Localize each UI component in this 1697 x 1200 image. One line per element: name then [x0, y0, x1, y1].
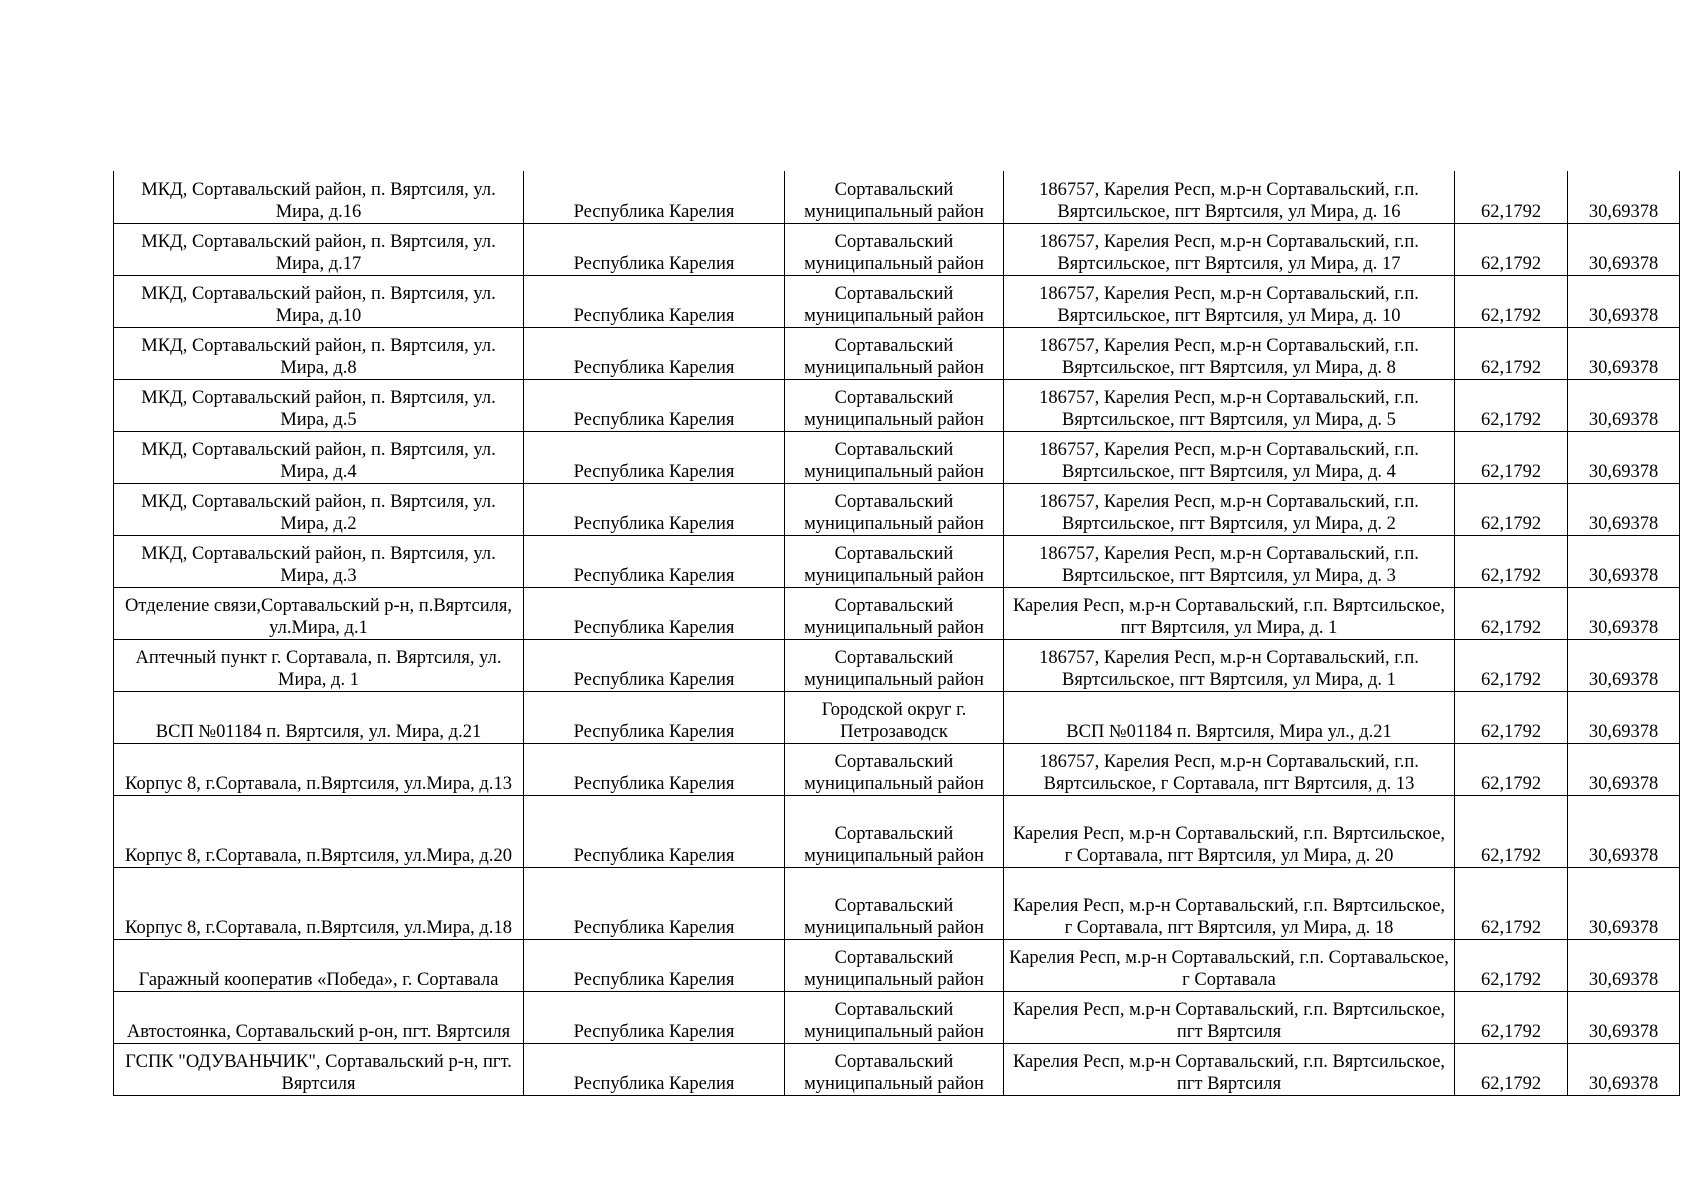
longitude-cell — [1568, 991, 1680, 1043]
object-name-cell — [114, 379, 524, 431]
latitude-cell-text: 62,1792 — [1480, 357, 1542, 378]
longitude-cell-text: 30,69378 — [1588, 201, 1659, 222]
address-cell-text: Карелия Респ, м.р-н Сортавальский, г.п. Сортавальское, г Сортавала — [1009, 947, 1449, 990]
object-name-cell — [114, 327, 524, 379]
object-name-cell-text: Аптечный пункт г. Сортавала, п. Вяртсиля, ул. Мира, д. 1 — [135, 647, 502, 690]
object-name-cell-text: Корпус 8, г.Сортавала, п.Вяртсиля, ул.Мира, д.13 — [125, 773, 512, 794]
object-name-cell-text: МКД, Сортавальский район, п. Вяртсиля, ул. Мира, д.2 — [141, 491, 496, 534]
table-row — [114, 431, 1680, 483]
region-cell — [524, 223, 785, 275]
longitude-cell-text: 30,69378 — [1588, 409, 1659, 430]
region-cell — [524, 867, 785, 939]
district-cell-text: Городской округ г. Петрозаводск — [821, 699, 967, 742]
district-cell — [785, 587, 1004, 639]
district-cell-text: Сортавальский муниципальный район — [804, 179, 984, 222]
object-name-cell — [114, 691, 524, 743]
address-cell — [1004, 483, 1455, 535]
longitude-cell-text: 30,69378 — [1588, 969, 1659, 990]
district-cell — [785, 795, 1004, 867]
address-cell — [1004, 223, 1455, 275]
table-row — [114, 275, 1680, 327]
longitude-cell — [1568, 275, 1680, 327]
latitude-cell-text: 62,1792 — [1480, 845, 1542, 866]
latitude-cell-text: 62,1792 — [1480, 669, 1542, 690]
region-cell — [524, 327, 785, 379]
region-cell — [524, 991, 785, 1043]
table-row — [114, 639, 1680, 691]
region-cell-text: Республика Карелия — [573, 669, 735, 690]
longitude-cell-text: 30,69378 — [1588, 845, 1659, 866]
region-cell-text: Республика Карелия — [573, 201, 735, 222]
district-cell-text: Сортавальский муниципальный район — [804, 823, 984, 866]
object-name-cell — [114, 743, 524, 795]
district-cell — [785, 171, 1004, 223]
latitude-cell — [1455, 483, 1568, 535]
object-name-cell-text: МКД, Сортавальский район, п. Вяртсиля, ул. Мира, д.8 — [141, 335, 496, 378]
object-name-cell — [114, 171, 524, 223]
table-row — [114, 1043, 1680, 1095]
longitude-cell — [1568, 639, 1680, 691]
longitude-cell — [1568, 795, 1680, 867]
region-cell-text: Республика Карелия — [573, 969, 735, 990]
latitude-cell-text: 62,1792 — [1480, 305, 1542, 326]
district-cell — [785, 535, 1004, 587]
district-cell — [785, 939, 1004, 991]
region-cell — [524, 275, 785, 327]
object-name-cell-text: МКД, Сортавальский район, п. Вяртсиля, ул. Мира, д.3 — [141, 543, 496, 586]
district-cell — [785, 867, 1004, 939]
object-name-cell — [114, 991, 524, 1043]
object-name-cell-text: ГСПК "ОДУВАНЬЧИК", Сортавальский р-н, пгт. Вяртсиля — [125, 1051, 512, 1094]
object-name-cell-text: Гаражный кооператив «Победа», г. Сортавала — [138, 969, 499, 990]
region-cell-text: Республика Карелия — [573, 917, 735, 938]
latitude-cell-text: 62,1792 — [1480, 969, 1542, 990]
region-cell-text: Республика Карелия — [573, 773, 735, 794]
region-cell-text: Республика Карелия — [573, 409, 735, 430]
address-cell — [1004, 535, 1455, 587]
region-cell — [524, 1043, 785, 1095]
object-name-cell — [114, 223, 524, 275]
longitude-cell-text: 30,69378 — [1588, 617, 1659, 638]
address-cell — [1004, 991, 1455, 1043]
latitude-cell — [1455, 223, 1568, 275]
longitude-cell-text: 30,69378 — [1588, 669, 1659, 690]
region-cell — [524, 587, 785, 639]
longitude-cell — [1568, 939, 1680, 991]
longitude-cell — [1568, 223, 1680, 275]
latitude-cell — [1455, 1043, 1568, 1095]
table-row — [114, 223, 1680, 275]
address-cell-text: Карелия Респ, м.р-н Сортавальский, г.п. Вяртсильское, пгт Вяртсиля — [1012, 999, 1446, 1042]
district-cell — [785, 639, 1004, 691]
table-row — [114, 535, 1680, 587]
latitude-cell-text: 62,1792 — [1480, 565, 1542, 586]
region-cell-text: Республика Карелия — [573, 461, 735, 482]
address-cell — [1004, 743, 1455, 795]
longitude-cell — [1568, 691, 1680, 743]
latitude-cell-text: 62,1792 — [1480, 1073, 1542, 1094]
district-cell — [785, 327, 1004, 379]
latitude-cell — [1455, 743, 1568, 795]
district-cell — [785, 431, 1004, 483]
object-name-cell-text: МКД, Сортавальский район, п. Вяртсиля, ул. Мира, д.4 — [141, 439, 496, 482]
region-cell — [524, 743, 785, 795]
object-name-cell — [114, 535, 524, 587]
address-registry-table — [113, 171, 1680, 1096]
object-name-cell-text: МКД, Сортавальский район, п. Вяртсиля, ул. Мира, д.17 — [141, 231, 496, 274]
latitude-cell — [1455, 867, 1568, 939]
address-cell-text: 186757, Карелия Респ, м.р-н Сортавальский, г.п. Вяртсильское, пгт Вяртсиля, ул Мира, д. 17 — [1039, 231, 1419, 274]
latitude-cell — [1455, 171, 1568, 223]
object-name-cell-text: МКД, Сортавальский район, п. Вяртсиля, ул. Мира, д.5 — [141, 387, 496, 430]
latitude-cell — [1455, 639, 1568, 691]
address-cell-text: 186757, Карелия Респ, м.р-н Сортавальский, г.п. Вяртсильское, пгт Вяртсиля, ул Мира, д. 5 — [1039, 387, 1419, 430]
latitude-cell-text: 62,1792 — [1480, 461, 1542, 482]
latitude-cell-text: 62,1792 — [1480, 409, 1542, 430]
table-row — [114, 171, 1680, 223]
object-name-cell — [114, 867, 524, 939]
address-cell — [1004, 587, 1455, 639]
longitude-cell — [1568, 483, 1680, 535]
address-cell-text: 186757, Карелия Респ, м.р-н Сортавальский, г.п. Вяртсильское, пгт Вяртсиля, ул Мира, д. 16 — [1039, 179, 1419, 222]
address-cell-text: 186757, Карелия Респ, м.р-н Сортавальский, г.п. Вяртсильское, г Сортавала, пгт Вяртсиля, д. 13 — [1039, 751, 1419, 794]
object-name-cell-text: МКД, Сортавальский район, п. Вяртсиля, ул. Мира, д.16 — [141, 179, 496, 222]
table-row — [114, 743, 1680, 795]
region-cell-text: Республика Карелия — [573, 1021, 735, 1042]
address-cell — [1004, 691, 1455, 743]
address-cell-text: 186757, Карелия Респ, м.р-н Сортавальский, г.п. Вяртсильское, пгт Вяртсиля, ул Мира, д. 4 — [1039, 439, 1419, 482]
latitude-cell — [1455, 327, 1568, 379]
table-row — [114, 867, 1680, 939]
object-name-cell — [114, 639, 524, 691]
district-cell-text: Сортавальский муниципальный район — [804, 947, 984, 990]
latitude-cell-text: 62,1792 — [1480, 917, 1542, 938]
longitude-cell — [1568, 587, 1680, 639]
latitude-cell — [1455, 991, 1568, 1043]
district-cell-text: Сортавальский муниципальный район — [804, 1051, 984, 1094]
district-cell — [785, 483, 1004, 535]
object-name-cell — [114, 587, 524, 639]
object-name-cell-text: Корпус 8, г.Сортавала, п.Вяртсиля, ул.Мира, д.18 — [125, 917, 512, 938]
address-cell — [1004, 431, 1455, 483]
object-name-cell — [114, 795, 524, 867]
district-cell-text: Сортавальский муниципальный район — [804, 231, 984, 274]
table-row — [114, 795, 1680, 867]
region-cell-text: Республика Карелия — [573, 1073, 735, 1094]
object-name-cell-text: Отделение связи,Сортавальский р-н, п.Вяртсиля, ул.Мира, д.1 — [125, 595, 512, 638]
table-row — [114, 939, 1680, 991]
region-cell-text: Республика Карелия — [573, 565, 735, 586]
region-cell — [524, 431, 785, 483]
object-name-cell-text: Корпус 8, г.Сортавала, п.Вяртсиля, ул.Мира, д.20 — [125, 845, 512, 866]
longitude-cell-text: 30,69378 — [1588, 917, 1659, 938]
address-cell — [1004, 639, 1455, 691]
district-cell-text: Сортавальский муниципальный район — [804, 999, 984, 1042]
district-cell-text: Сортавальский муниципальный район — [804, 387, 984, 430]
longitude-cell-text: 30,69378 — [1588, 1021, 1659, 1042]
address-cell — [1004, 867, 1455, 939]
district-cell — [785, 275, 1004, 327]
table-row — [114, 691, 1680, 743]
longitude-cell — [1568, 379, 1680, 431]
address-cell-text: Карелия Респ, м.р-н Сортавальский, г.п. Вяртсильское, г Сортавала, пгт Вяртсиля, ул Мира, д. 20 — [1012, 823, 1446, 866]
latitude-cell-text: 62,1792 — [1480, 1021, 1542, 1042]
latitude-cell — [1455, 379, 1568, 431]
latitude-cell — [1455, 691, 1568, 743]
latitude-cell — [1455, 275, 1568, 327]
longitude-cell-text: 30,69378 — [1588, 721, 1659, 742]
longitude-cell-text: 30,69378 — [1588, 773, 1659, 794]
district-cell-text: Сортавальский муниципальный район — [804, 283, 984, 326]
longitude-cell-text: 30,69378 — [1588, 357, 1659, 378]
address-cell-text: Карелия Респ, м.р-н Сортавальский, г.п. Вяртсильское, г Сортавала, пгт Вяртсиля, ул Мира, д. 18 — [1012, 895, 1446, 938]
longitude-cell — [1568, 867, 1680, 939]
district-cell — [785, 1043, 1004, 1095]
district-cell-text: Сортавальский муниципальный район — [804, 491, 984, 534]
district-cell-text: Сортавальский муниципальный район — [804, 647, 984, 690]
district-cell — [785, 691, 1004, 743]
district-cell-text: Сортавальский муниципальный район — [804, 335, 984, 378]
address-cell — [1004, 795, 1455, 867]
address-cell — [1004, 939, 1455, 991]
address-cell-text: 186757, Карелия Респ, м.р-н Сортавальский, г.п. Вяртсильское, пгт Вяртсиля, ул Мира, д. 2 — [1039, 491, 1419, 534]
table-row — [114, 379, 1680, 431]
district-cell-text: Сортавальский муниципальный район — [804, 751, 984, 794]
district-cell — [785, 379, 1004, 431]
longitude-cell-text: 30,69378 — [1588, 1073, 1659, 1094]
region-cell — [524, 795, 785, 867]
latitude-cell-text: 62,1792 — [1480, 721, 1542, 742]
region-cell — [524, 379, 785, 431]
region-cell-text: Республика Карелия — [573, 845, 735, 866]
district-cell — [785, 743, 1004, 795]
district-cell — [785, 991, 1004, 1043]
table-body — [114, 171, 1680, 1095]
longitude-cell — [1568, 1043, 1680, 1095]
longitude-cell — [1568, 171, 1680, 223]
latitude-cell-text: 62,1792 — [1480, 773, 1542, 794]
address-cell-text: 186757, Карелия Респ, м.р-н Сортавальский, г.п. Вяртсильское, пгт Вяртсиля, ул Мира, д. 10 — [1039, 283, 1419, 326]
address-cell-text: 186757, Карелия Респ, м.р-н Сортавальский, г.п. Вяртсильское, пгт Вяртсиля, ул Мира, д. 1 — [1039, 647, 1419, 690]
region-cell-text: Республика Карелия — [573, 253, 735, 274]
region-cell-text: Республика Карелия — [573, 357, 735, 378]
region-cell — [524, 483, 785, 535]
region-cell — [524, 639, 785, 691]
longitude-cell — [1568, 535, 1680, 587]
region-cell — [524, 171, 785, 223]
address-cell — [1004, 171, 1455, 223]
latitude-cell — [1455, 431, 1568, 483]
longitude-cell — [1568, 431, 1680, 483]
object-name-cell-text: ВСП №01184 п. Вяртсиля, ул. Мира, д.21 — [155, 721, 482, 742]
latitude-cell — [1455, 795, 1568, 867]
address-cell-text: 186757, Карелия Респ, м.р-н Сортавальский, г.п. Вяртсильское, пгт Вяртсиля, ул Мира, д. 3 — [1039, 543, 1419, 586]
longitude-cell-text: 30,69378 — [1588, 565, 1659, 586]
address-cell-text: Карелия Респ, м.р-н Сортавальский, г.п. Вяртсильское, пгт Вяртсиля, ул Мира, д. 1 — [1012, 595, 1446, 638]
latitude-cell — [1455, 535, 1568, 587]
longitude-cell — [1568, 327, 1680, 379]
district-cell-text: Сортавальский муниципальный район — [804, 439, 984, 482]
object-name-cell-text: Автостоянка, Сортавальский р-он, пгт. Вяртсиля — [126, 1021, 511, 1042]
district-cell-text: Сортавальский муниципальный район — [804, 543, 984, 586]
table-row — [114, 587, 1680, 639]
table-row — [114, 483, 1680, 535]
table-row — [114, 991, 1680, 1043]
address-cell — [1004, 275, 1455, 327]
address-cell-text: 186757, Карелия Респ, м.р-н Сортавальский, г.п. Вяртсильское, пгт Вяртсиля, ул Мира, д. 8 — [1039, 335, 1419, 378]
latitude-cell-text: 62,1792 — [1480, 513, 1542, 534]
address-cell-text: Карелия Респ, м.р-н Сортавальский, г.п. Вяртсильское, пгт Вяртсиля — [1012, 1051, 1446, 1094]
latitude-cell-text: 62,1792 — [1480, 253, 1542, 274]
latitude-cell-text: 62,1792 — [1480, 617, 1542, 638]
district-cell-text: Сортавальский муниципальный район — [804, 895, 984, 938]
object-name-cell-text: МКД, Сортавальский район, п. Вяртсиля, ул. Мира, д.10 — [141, 283, 496, 326]
region-cell-text: Республика Карелия — [573, 305, 735, 326]
latitude-cell — [1455, 939, 1568, 991]
region-cell-text: Республика Карелия — [573, 721, 735, 742]
object-name-cell — [114, 483, 524, 535]
longitude-cell-text: 30,69378 — [1588, 513, 1659, 534]
longitude-cell-text: 30,69378 — [1588, 305, 1659, 326]
object-name-cell — [114, 431, 524, 483]
region-cell-text: Республика Карелия — [573, 617, 735, 638]
table-row — [114, 327, 1680, 379]
latitude-cell — [1455, 587, 1568, 639]
address-cell — [1004, 327, 1455, 379]
longitude-cell-text: 30,69378 — [1588, 461, 1659, 482]
object-name-cell — [114, 939, 524, 991]
region-cell-text: Республика Карелия — [573, 513, 735, 534]
longitude-cell-text: 30,69378 — [1588, 253, 1659, 274]
longitude-cell — [1568, 743, 1680, 795]
district-cell — [785, 223, 1004, 275]
address-cell — [1004, 379, 1455, 431]
district-cell-text: Сортавальский муниципальный район — [804, 595, 984, 638]
region-cell — [524, 939, 785, 991]
latitude-cell-text: 62,1792 — [1480, 201, 1542, 222]
address-cell-text: ВСП №01184 п. Вяртсиля, Мира ул., д.21 — [1066, 721, 1392, 742]
object-name-cell — [114, 1043, 524, 1095]
region-cell — [524, 535, 785, 587]
address-cell — [1004, 1043, 1455, 1095]
object-name-cell — [114, 275, 524, 327]
region-cell — [524, 691, 785, 743]
